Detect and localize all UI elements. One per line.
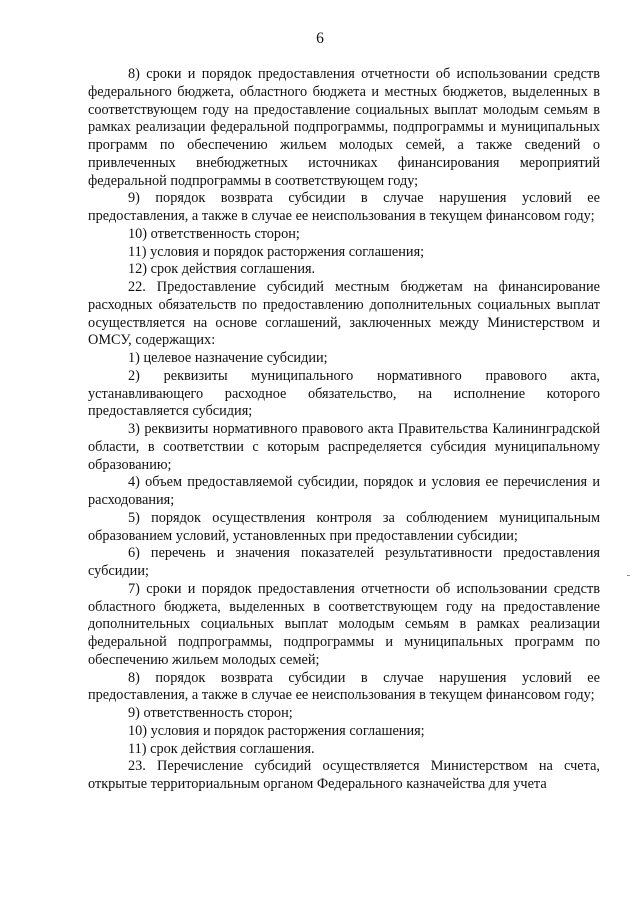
paragraph-item-8-reporting: 8) сроки и порядок предоставления отчетности об использовании средств федерального бюджета, областного бюджета и местных бюджетов, выделенных в соответствующем году на предоставление социальных выплат молодым семьям в рамках реализации федеральной подпрограммы, подпрограммы и муниципальных программ по обеспечению жильем молодых семей, а также сведений о привлеченных внебюджетных источниках финансирования мероприятий федеральной подпрограммы в соответствующем году; (88, 66, 600, 189)
paragraph-item-3-government-act: 3) реквизиты нормативного правового акта Правительства Калининградской области, в соответствии с которым распределяется субсидия муниципальному образованию; (88, 421, 600, 473)
paragraph-section-23: 23. Перечисление субсидий осуществляется Министерством на счета, открытые территориальным органом Федерального казначейства для учета (88, 758, 600, 792)
paragraph-item-7-reporting: 7) сроки и порядок предоставления отчетности об использовании средств областного бюджета, выделенных в соответствующем году на предоставление дополнительных социальных выплат молодым семьям в рамках реализации федеральной подпрограммы, подпрограммы и муниципальных программ по обеспечению жильем молодых семей; (88, 580, 600, 668)
paragraph-item-8-refund: 8) порядок возврата субсидии в случае нарушения условий ее предоставления, а также в случае ее неиспользования в текущем финансовом году; (88, 669, 600, 704)
paragraph-item-1-purpose: 1) целевое назначение субсидии; (128, 350, 328, 366)
paragraph-item-12-validity: 12) срок действия соглашения. (128, 261, 316, 278)
paragraph-item-2-municipal-act: 2) реквизиты муниципального нормативного правового акта, устанавливающего расходное обязательство, на исполнение которого предоставляется субсидия; (88, 367, 600, 420)
paragraph-item-10-responsibility: 10) ответственность сторон; (128, 225, 300, 242)
document-body (88, 66, 600, 794)
paragraph-item-9-refund: 9) порядок возврата субсидии в случае нарушения условий ее предоставления, а также в случае ее неиспользования в текущем финансовом году; (88, 190, 600, 224)
paragraph-item-10-termination: 10) условия и порядок расторжения соглашения; (128, 722, 425, 739)
page-number: 6 (316, 30, 324, 47)
paragraph-item-4-volume: 4) объем предоставляемой субсидии, порядок и условия ее перечисления и расходования; (88, 474, 600, 508)
scan-margin-mark (627, 575, 630, 576)
paragraph-item-6-indicators: 6) перечень и значения показателей результативности предоставления субсидии; (88, 545, 600, 579)
paragraph-item-11-termination: 11) условия и порядок расторжения соглашения; (128, 243, 425, 260)
paragraph-section-22: 22. Предоставление субсидий местным бюджетам на финансирование расходных обязательств по предоставлению дополнительных социальных выплат осуществляется на основе соглашений, заключенных между Министерством и ОМСУ, содержащих: (88, 279, 600, 349)
paragraph-item-11-validity: 11) срок действия соглашения. (128, 740, 315, 757)
paragraph-item-5-control: 5) порядок осуществления контроля за соблюдением муниципальным образованием условий, установленных при предоставлении субсидии; (88, 509, 600, 544)
paragraph-item-9-responsibility: 9) ответственность сторон; (128, 705, 293, 721)
